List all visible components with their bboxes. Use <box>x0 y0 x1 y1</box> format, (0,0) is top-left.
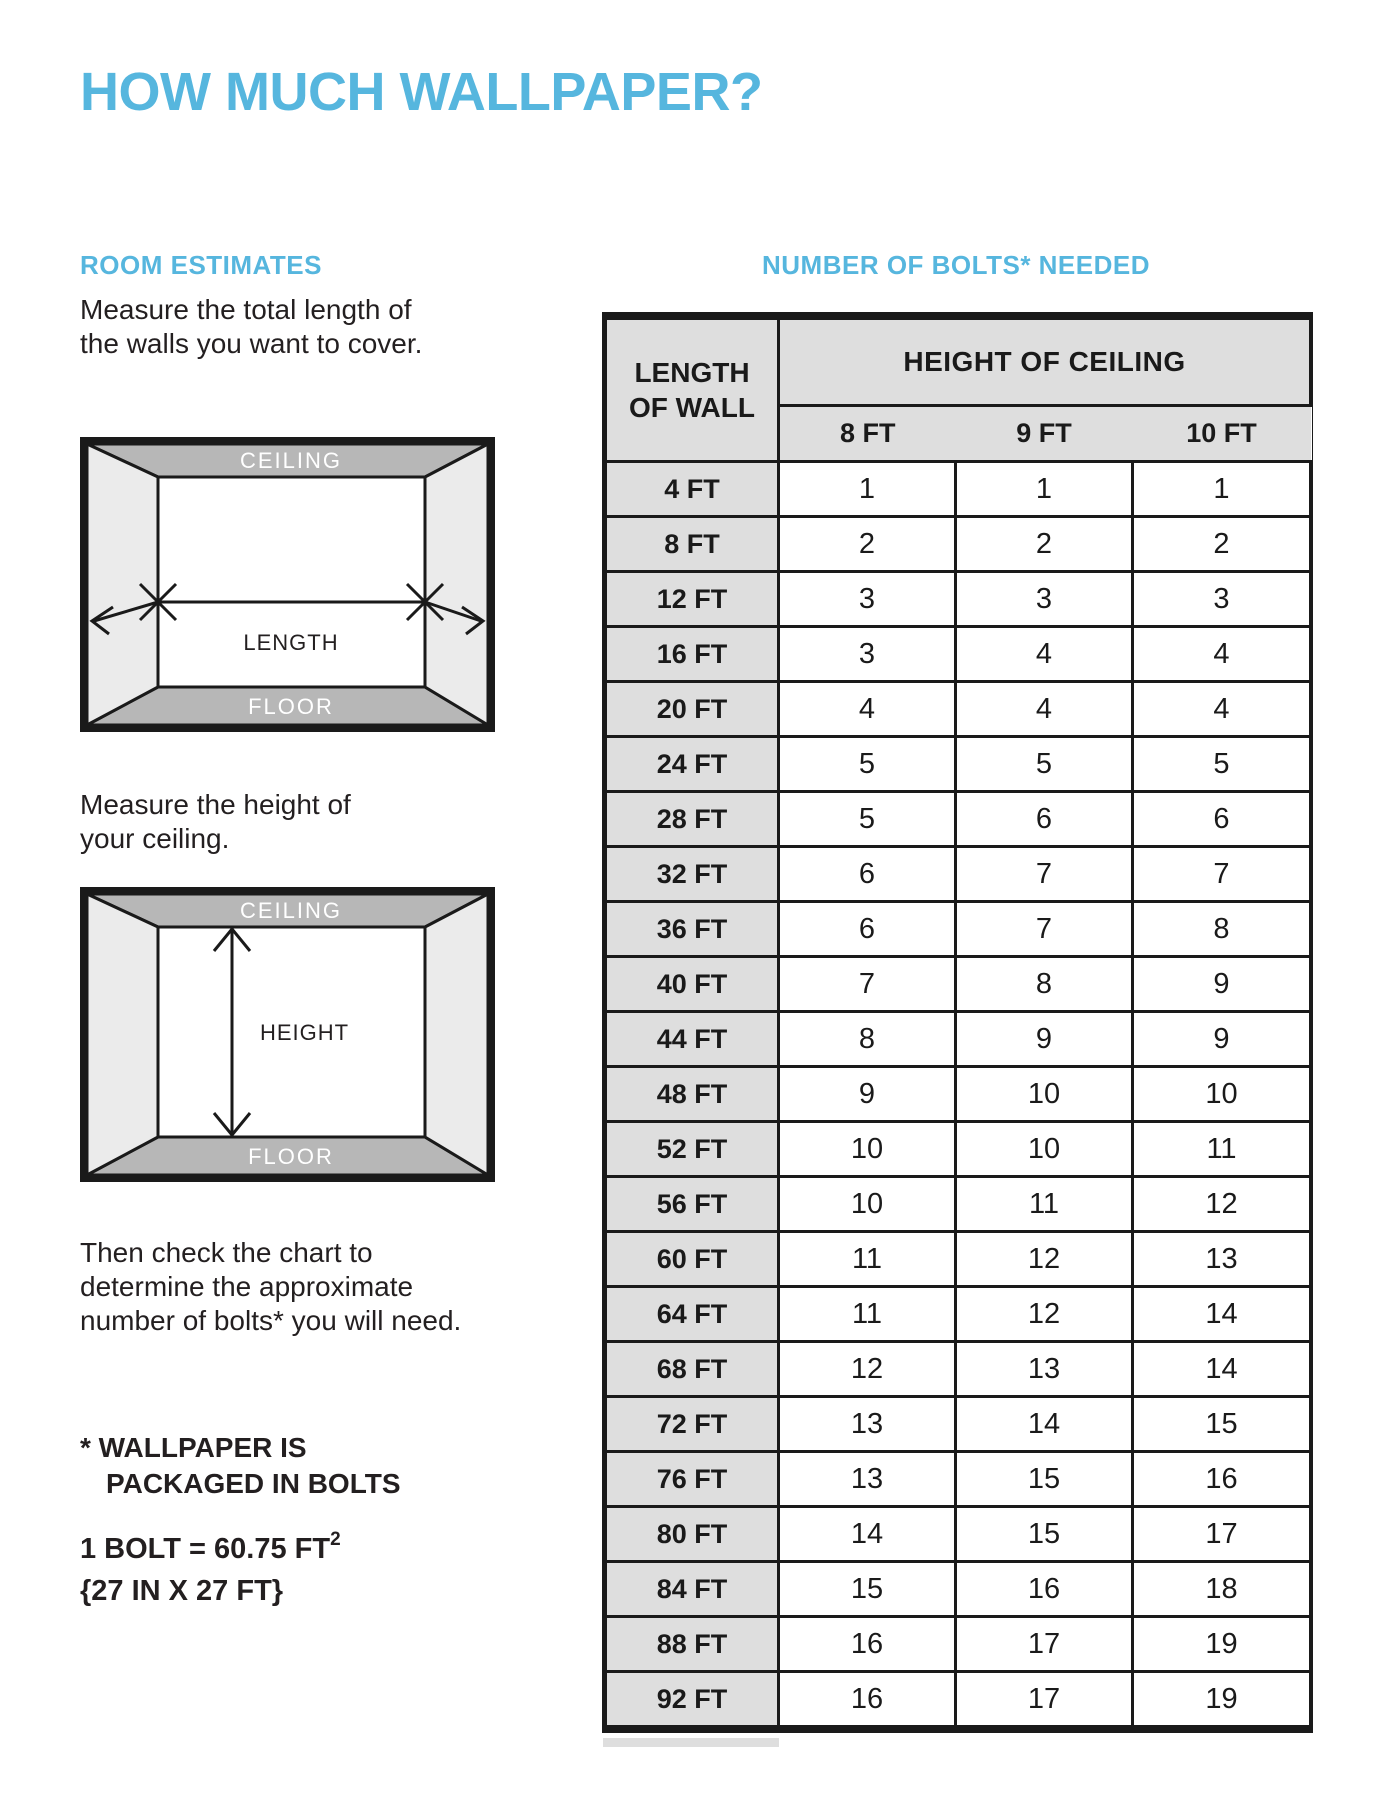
wall-length-cell: 4 FT <box>606 462 779 517</box>
bolts-value-cell: 5 <box>779 737 956 792</box>
wall-length-cell: 56 FT <box>606 1177 779 1232</box>
bolts-value-cell: 13 <box>1133 1232 1311 1287</box>
bolts-value-cell: 4 <box>956 682 1133 737</box>
instruction-line: your ceiling. <box>80 823 230 854</box>
bolts-value-cell: 4 <box>1133 627 1311 682</box>
table-row <box>606 737 1311 792</box>
floor-label: FLOOR <box>248 1144 334 1169</box>
room-estimates-heading: ROOM ESTIMATES <box>80 250 322 280</box>
wall-length-cell: 72 FT <box>606 1397 779 1452</box>
table-row <box>606 1067 1311 1122</box>
bolt-size-info <box>80 1528 341 1612</box>
bolts-value-cell: 11 <box>779 1232 956 1287</box>
bolts-value-cell: 3 <box>956 572 1133 627</box>
bolts-value-cell: 6 <box>779 902 956 957</box>
wall-length-cell: 16 FT <box>606 627 779 682</box>
bolts-value-cell: 5 <box>779 792 956 847</box>
ceiling-label: CEILING <box>239 898 343 923</box>
table-row <box>606 792 1311 847</box>
wall-length-cell: 12 FT <box>606 572 779 627</box>
floor-label: FLOOR <box>248 694 334 719</box>
bolts-value-cell: 14 <box>1133 1342 1311 1397</box>
bolts-value-cell: 16 <box>779 1617 956 1672</box>
wall-length-header-line: LENGTH <box>634 357 750 388</box>
bolts-value-cell: 17 <box>1133 1507 1311 1562</box>
wall-length-cell: 36 FT <box>606 902 779 957</box>
table-row <box>606 1122 1311 1177</box>
bolts-value-cell: 10 <box>779 1177 956 1232</box>
wall-length-cell: 76 FT <box>606 1452 779 1507</box>
instruction-measure-height <box>80 788 351 856</box>
bolts-value-cell: 3 <box>1133 572 1311 627</box>
bolt-equation-exponent: 2 <box>330 1529 341 1551</box>
bolts-value-cell: 11 <box>779 1287 956 1342</box>
footnote-line: PACKAGED IN BOLTS <box>106 1468 401 1499</box>
bolts-value-cell: 3 <box>779 572 956 627</box>
bolts-value-cell: 19 <box>1133 1672 1311 1727</box>
bolt-equation <box>80 1528 341 1570</box>
left-wall-panel <box>87 444 158 725</box>
bolts-value-cell: 18 <box>1133 1562 1311 1617</box>
wall-length-column-header <box>606 319 779 462</box>
table-row <box>606 902 1311 957</box>
bolts-value-cell: 4 <box>779 682 956 737</box>
bolts-value-cell: 12 <box>956 1232 1133 1287</box>
bolts-table-body <box>606 462 1311 1727</box>
bolts-value-cell: 14 <box>956 1397 1133 1452</box>
bolts-value-cell: 9 <box>1133 1012 1311 1067</box>
bolts-value-cell: 1 <box>1133 462 1311 517</box>
table-header-row <box>606 319 1311 406</box>
wall-length-cell: 88 FT <box>606 1617 779 1672</box>
left-wall-panel <box>87 894 158 1175</box>
bolt-equation-text: 1 BOLT = 60.75 FT <box>80 1533 331 1565</box>
table-row <box>606 1562 1311 1617</box>
ceiling-height-col-header: 10 FT <box>1133 406 1311 462</box>
bolts-value-cell: 1 <box>956 462 1133 517</box>
bolts-value-cell: 9 <box>779 1067 956 1122</box>
table-row <box>606 1672 1311 1727</box>
instruction-line: Measure the total length of <box>80 294 412 325</box>
wall-length-cell: 28 FT <box>606 792 779 847</box>
instruction-line: Then check the chart to <box>80 1237 373 1268</box>
table-row <box>606 517 1311 572</box>
wall-length-cell: 80 FT <box>606 1507 779 1562</box>
table-row <box>606 1397 1311 1452</box>
bolts-table-container <box>602 312 1313 1747</box>
bolts-value-cell: 1 <box>779 462 956 517</box>
bolts-value-cell: 5 <box>956 737 1133 792</box>
height-diagram <box>80 887 495 1182</box>
bolts-value-cell: 12 <box>956 1287 1133 1342</box>
bolts-value-cell: 4 <box>1133 682 1311 737</box>
table-row <box>606 1507 1311 1562</box>
bolts-value-cell: 14 <box>779 1507 956 1562</box>
instruction-line: number of bolts* you will need. <box>80 1305 462 1336</box>
bolts-value-cell: 12 <box>1133 1177 1311 1232</box>
bolts-value-cell: 15 <box>956 1452 1133 1507</box>
bolts-value-cell: 7 <box>779 957 956 1012</box>
wall-length-header-line: OF WALL <box>629 392 755 423</box>
bolts-value-cell: 15 <box>779 1562 956 1617</box>
wall-length-cell: 60 FT <box>606 1232 779 1287</box>
bolts-value-cell: 6 <box>779 847 956 902</box>
wall-length-cell: 8 FT <box>606 517 779 572</box>
bolts-table-border <box>602 312 1313 1733</box>
bolts-value-cell: 13 <box>956 1342 1133 1397</box>
bolts-value-cell: 17 <box>956 1617 1133 1672</box>
back-wall-panel <box>158 477 425 687</box>
bolts-table <box>604 317 1312 1728</box>
wall-length-cell: 32 FT <box>606 847 779 902</box>
bolt-dimensions: {27 IN X 27 FT} <box>80 1575 284 1607</box>
bolts-value-cell: 6 <box>956 792 1133 847</box>
right-wall-panel <box>425 894 488 1175</box>
bolts-value-cell: 7 <box>956 902 1133 957</box>
wall-length-cell: 64 FT <box>606 1287 779 1342</box>
ceiling-height-group-header: HEIGHT OF CEILING <box>779 319 1311 406</box>
bolts-value-cell: 2 <box>956 517 1133 572</box>
bolts-value-cell: 16 <box>956 1562 1133 1617</box>
table-row <box>606 847 1311 902</box>
table-row <box>606 627 1311 682</box>
table-row <box>606 572 1311 627</box>
wall-length-cell: 20 FT <box>606 682 779 737</box>
height-label: HEIGHT <box>260 1020 350 1045</box>
bolts-value-cell: 8 <box>1133 902 1311 957</box>
bolts-value-cell: 10 <box>956 1067 1133 1122</box>
instruction-line: Measure the height of <box>80 789 351 820</box>
bolts-value-cell: 14 <box>1133 1287 1311 1342</box>
instruction-measure-length <box>80 293 422 361</box>
bolts-value-cell: 15 <box>1133 1397 1311 1452</box>
bolts-value-cell: 4 <box>956 627 1133 682</box>
instruction-line: the walls you want to cover. <box>80 328 423 359</box>
right-wall-panel <box>425 444 488 725</box>
instruction-line: determine the approximate <box>80 1271 414 1302</box>
bolts-value-cell: 11 <box>1133 1122 1311 1177</box>
wall-length-cell: 44 FT <box>606 1012 779 1067</box>
bolts-value-cell: 9 <box>956 1012 1133 1067</box>
wall-length-cell: 48 FT <box>606 1067 779 1122</box>
table-row <box>606 1617 1311 1672</box>
table-row <box>606 1287 1311 1342</box>
wall-length-cell: 52 FT <box>606 1122 779 1177</box>
ceiling-label: CEILING <box>239 448 343 473</box>
bolts-footnote <box>80 1430 401 1502</box>
page-title: HOW MUCH WALLPAPER? <box>80 62 763 122</box>
bolts-table-heading: NUMBER OF BOLTS* NEEDED <box>761 250 1151 280</box>
bolts-value-cell: 16 <box>779 1672 956 1727</box>
ceiling-height-col-header: 8 FT <box>779 406 956 462</box>
length-label: LENGTH <box>243 630 339 655</box>
bolts-value-cell: 13 <box>779 1452 956 1507</box>
bolts-value-cell: 17 <box>956 1672 1133 1727</box>
bolts-value-cell: 5 <box>1133 737 1311 792</box>
bolts-value-cell: 7 <box>1133 847 1311 902</box>
bolts-value-cell: 9 <box>1133 957 1311 1012</box>
bolts-value-cell: 2 <box>1133 517 1311 572</box>
table-row <box>606 1342 1311 1397</box>
bolts-value-cell: 16 <box>1133 1452 1311 1507</box>
bolts-value-cell: 8 <box>779 1012 956 1067</box>
bolts-value-cell: 12 <box>779 1342 956 1397</box>
bolts-value-cell: 6 <box>1133 792 1311 847</box>
wall-length-cell: 40 FT <box>606 957 779 1012</box>
bolts-value-cell: 10 <box>956 1122 1133 1177</box>
bolts-value-cell: 19 <box>1133 1617 1311 1672</box>
wall-length-cell: 92 FT <box>606 1672 779 1727</box>
table-shadow-strip <box>603 1738 779 1747</box>
bolts-value-cell: 13 <box>779 1397 956 1452</box>
wall-length-cell: 84 FT <box>606 1562 779 1617</box>
length-diagram <box>80 437 495 732</box>
instruction-check-chart <box>80 1236 461 1338</box>
bolts-value-cell: 10 <box>779 1122 956 1177</box>
table-row <box>606 682 1311 737</box>
bolts-value-cell: 11 <box>956 1177 1133 1232</box>
table-row <box>606 1177 1311 1232</box>
bolts-value-cell: 3 <box>779 627 956 682</box>
bolts-value-cell: 2 <box>779 517 956 572</box>
bolts-value-cell: 8 <box>956 957 1133 1012</box>
ceiling-height-col-header: 9 FT <box>956 406 1133 462</box>
table-row <box>606 1452 1311 1507</box>
footnote-line: * WALLPAPER IS <box>80 1432 307 1463</box>
table-row <box>606 1012 1311 1067</box>
wall-length-cell: 24 FT <box>606 737 779 792</box>
table-row <box>606 462 1311 517</box>
bolts-value-cell: 7 <box>956 847 1133 902</box>
table-row <box>606 1232 1311 1287</box>
table-row <box>606 957 1311 1012</box>
bolts-value-cell: 10 <box>1133 1067 1311 1122</box>
wall-length-cell: 68 FT <box>606 1342 779 1397</box>
bolts-value-cell: 15 <box>956 1507 1133 1562</box>
